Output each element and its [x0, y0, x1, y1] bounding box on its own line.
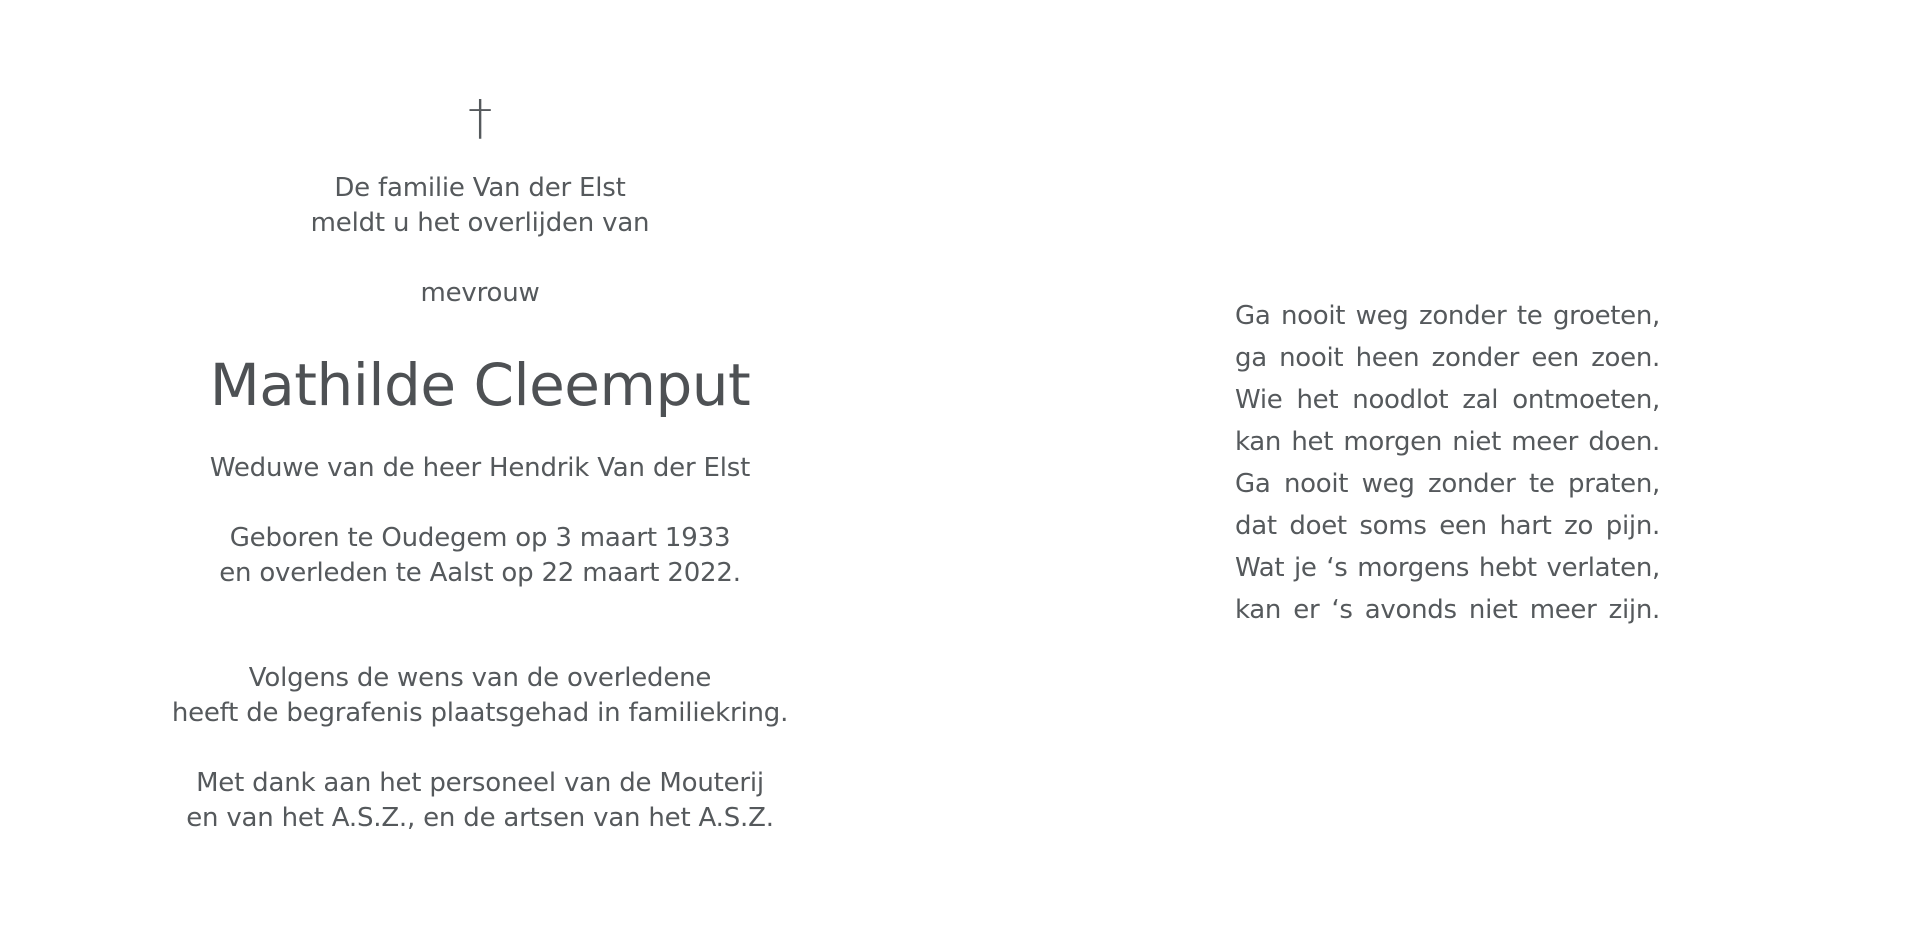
thanks-line-1: Met dank aan het personeel van de Mouterij — [196, 768, 764, 798]
deceased-name: Mathilde Cleemput — [209, 351, 751, 419]
death-line: en overleden te Aalst op 22 maart 2022. — [219, 558, 741, 588]
relation-line: Weduwe van de heer Hendrik Van der Elst — [209, 453, 751, 483]
poem-line: Wat je ‘s morgens hebt verlaten, — [1235, 553, 1660, 583]
funeral-line-2: heeft de begrafenis plaatsgehad in familiekring. — [171, 698, 789, 728]
honorific: mevrouw — [420, 278, 540, 308]
cross-icon: † — [468, 90, 492, 146]
poem-line: Ga nooit weg zonder te groeten, — [1235, 301, 1660, 331]
poem-panel — [960, 0, 1920, 932]
poem-line: Ga nooit weg zonder te praten, — [1235, 469, 1660, 499]
birth-line: Geboren te Oudegem op 3 maart 1933 — [229, 523, 731, 553]
poem-line: ga nooit heen zonder een zoen. — [1235, 343, 1660, 373]
poem — [1235, 295, 1660, 631]
intro-line-2: meldt u het overlijden van — [310, 208, 650, 238]
funeral-line-1: Volgens de wens van de overledene — [248, 663, 712, 693]
poem-line: kan er ‘s avonds niet meer zijn. — [1235, 595, 1660, 625]
thanks-line-2: en van het A.S.Z., en de artsen van het A.S.Z. — [186, 803, 774, 833]
intro-line-1: De familie Van der Elst — [334, 173, 626, 203]
poem-line: kan het morgen niet meer doen. — [1235, 427, 1660, 457]
poem-line: Wie het noodlot zal ontmoeten, — [1235, 385, 1660, 415]
poem-line: dat doet soms een hart zo pijn. — [1235, 511, 1660, 541]
